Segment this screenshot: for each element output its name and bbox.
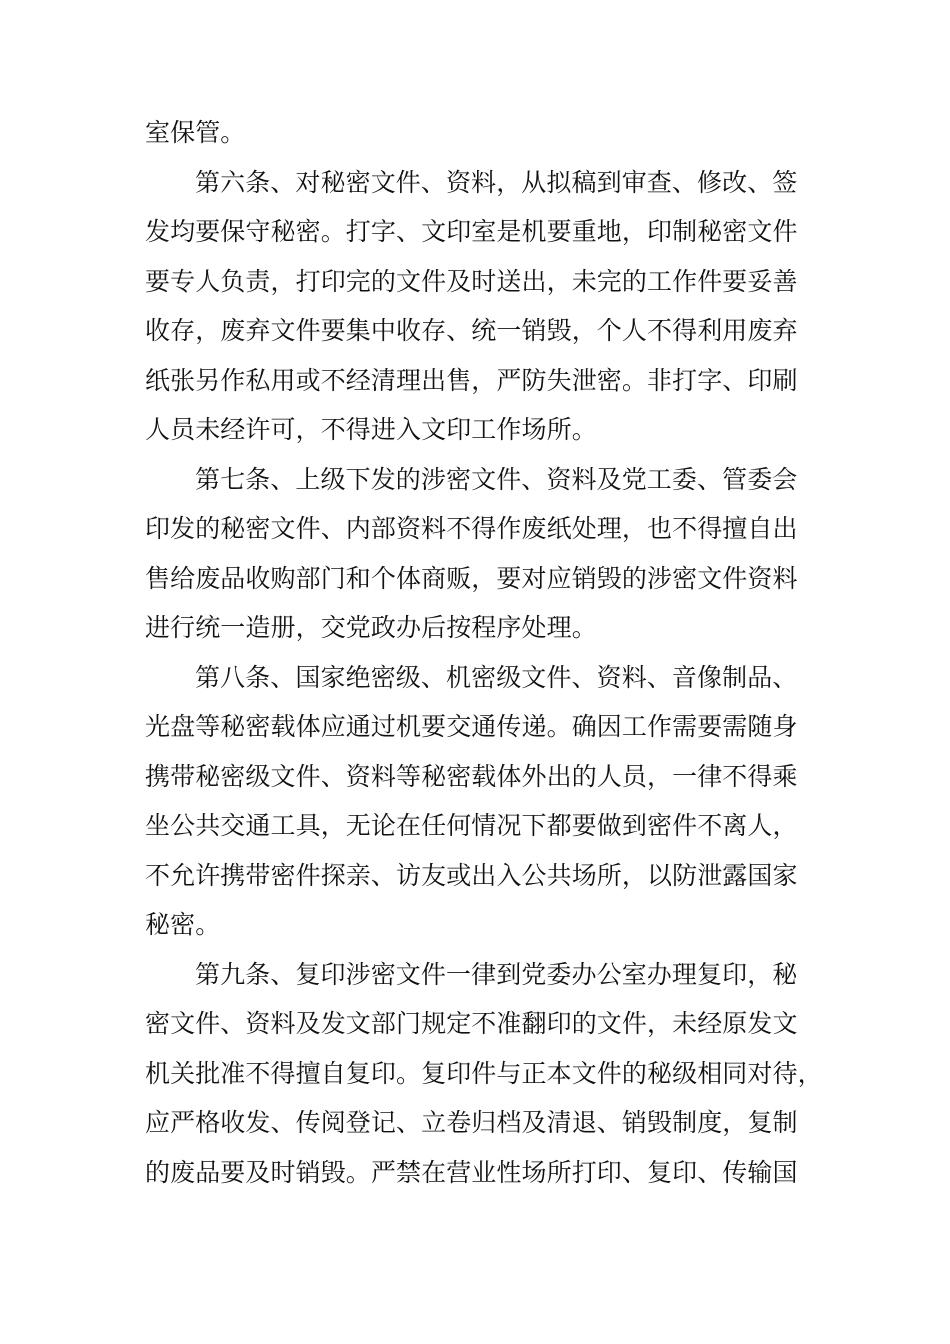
body-line: 发均要保守秘密。打字、文印室是机要重地，印制秘密文件 [145,217,798,246]
body-line: 的废品要及时销毁。严禁在营业性场所打印、复印、传输国 [145,1157,798,1187]
body-line: 人员未经许可，不得进入文印工作场所。 [145,415,597,444]
body-line: 机关批准不得擅自复印。复印件与正本文件的秘级相同对待， [145,1058,823,1088]
body-line: 纸张另作私用或不经清理出售，严防失泄密。非打字、印刷 [145,365,798,395]
body-line: 售给废品收购部门和个体商贩，要对应销毁的涉密文件资料 [145,563,798,593]
body-line: 光盘等秘密载体应通过机要交通传递。确因工作需要需随身 [145,712,798,741]
body-line: 密文件、资料及发文部门规定不准翻印的文件，未经原发文 [145,1009,798,1038]
body-line: 坐公共交通工具，无论在任何情况下都要做到密件不离人， [145,811,798,840]
paragraph-start-line: 第八条、国家绝密级、机密级文件、资料、音像制品、 [195,662,798,692]
paragraph-start-line: 第九条、复印涉密文件一律到党委办公室办理复印，秘 [195,959,798,989]
body-line: 应严格收发、传阅登记、立卷归档及清退、销毁制度，复制 [145,1108,798,1137]
body-line: 进行统一造册，交党政办后按程序处理。 [145,613,597,642]
body-line: 秘密。 [145,910,221,939]
body-line: 印发的秘密文件、内部资料不得作废纸处理，也不得擅自出 [145,514,798,543]
paragraph-start-line: 第六条、对秘密文件、资料，从拟稿到审查、修改、签 [195,167,798,197]
paragraph-start-line: 第七条、上级下发的涉密文件、资料及党工委、管委会 [195,464,798,494]
body-line: 要专人负责，打印完的文件及时送出，未完的工作件要妥善 [145,266,798,296]
body-line: 携带秘密级文件、资料等秘密载体外出的人员，一律不得乘 [145,761,798,791]
body-line: 不允许携带密件探亲、访友或出入公共场所，以防泄露国家 [145,860,798,890]
body-line: 收存，废弃文件要集中收存、统一销毁，个人不得利用废弃 [145,316,798,345]
document-body [145,108,823,1197]
body-line: 室保管。 [145,118,246,147]
